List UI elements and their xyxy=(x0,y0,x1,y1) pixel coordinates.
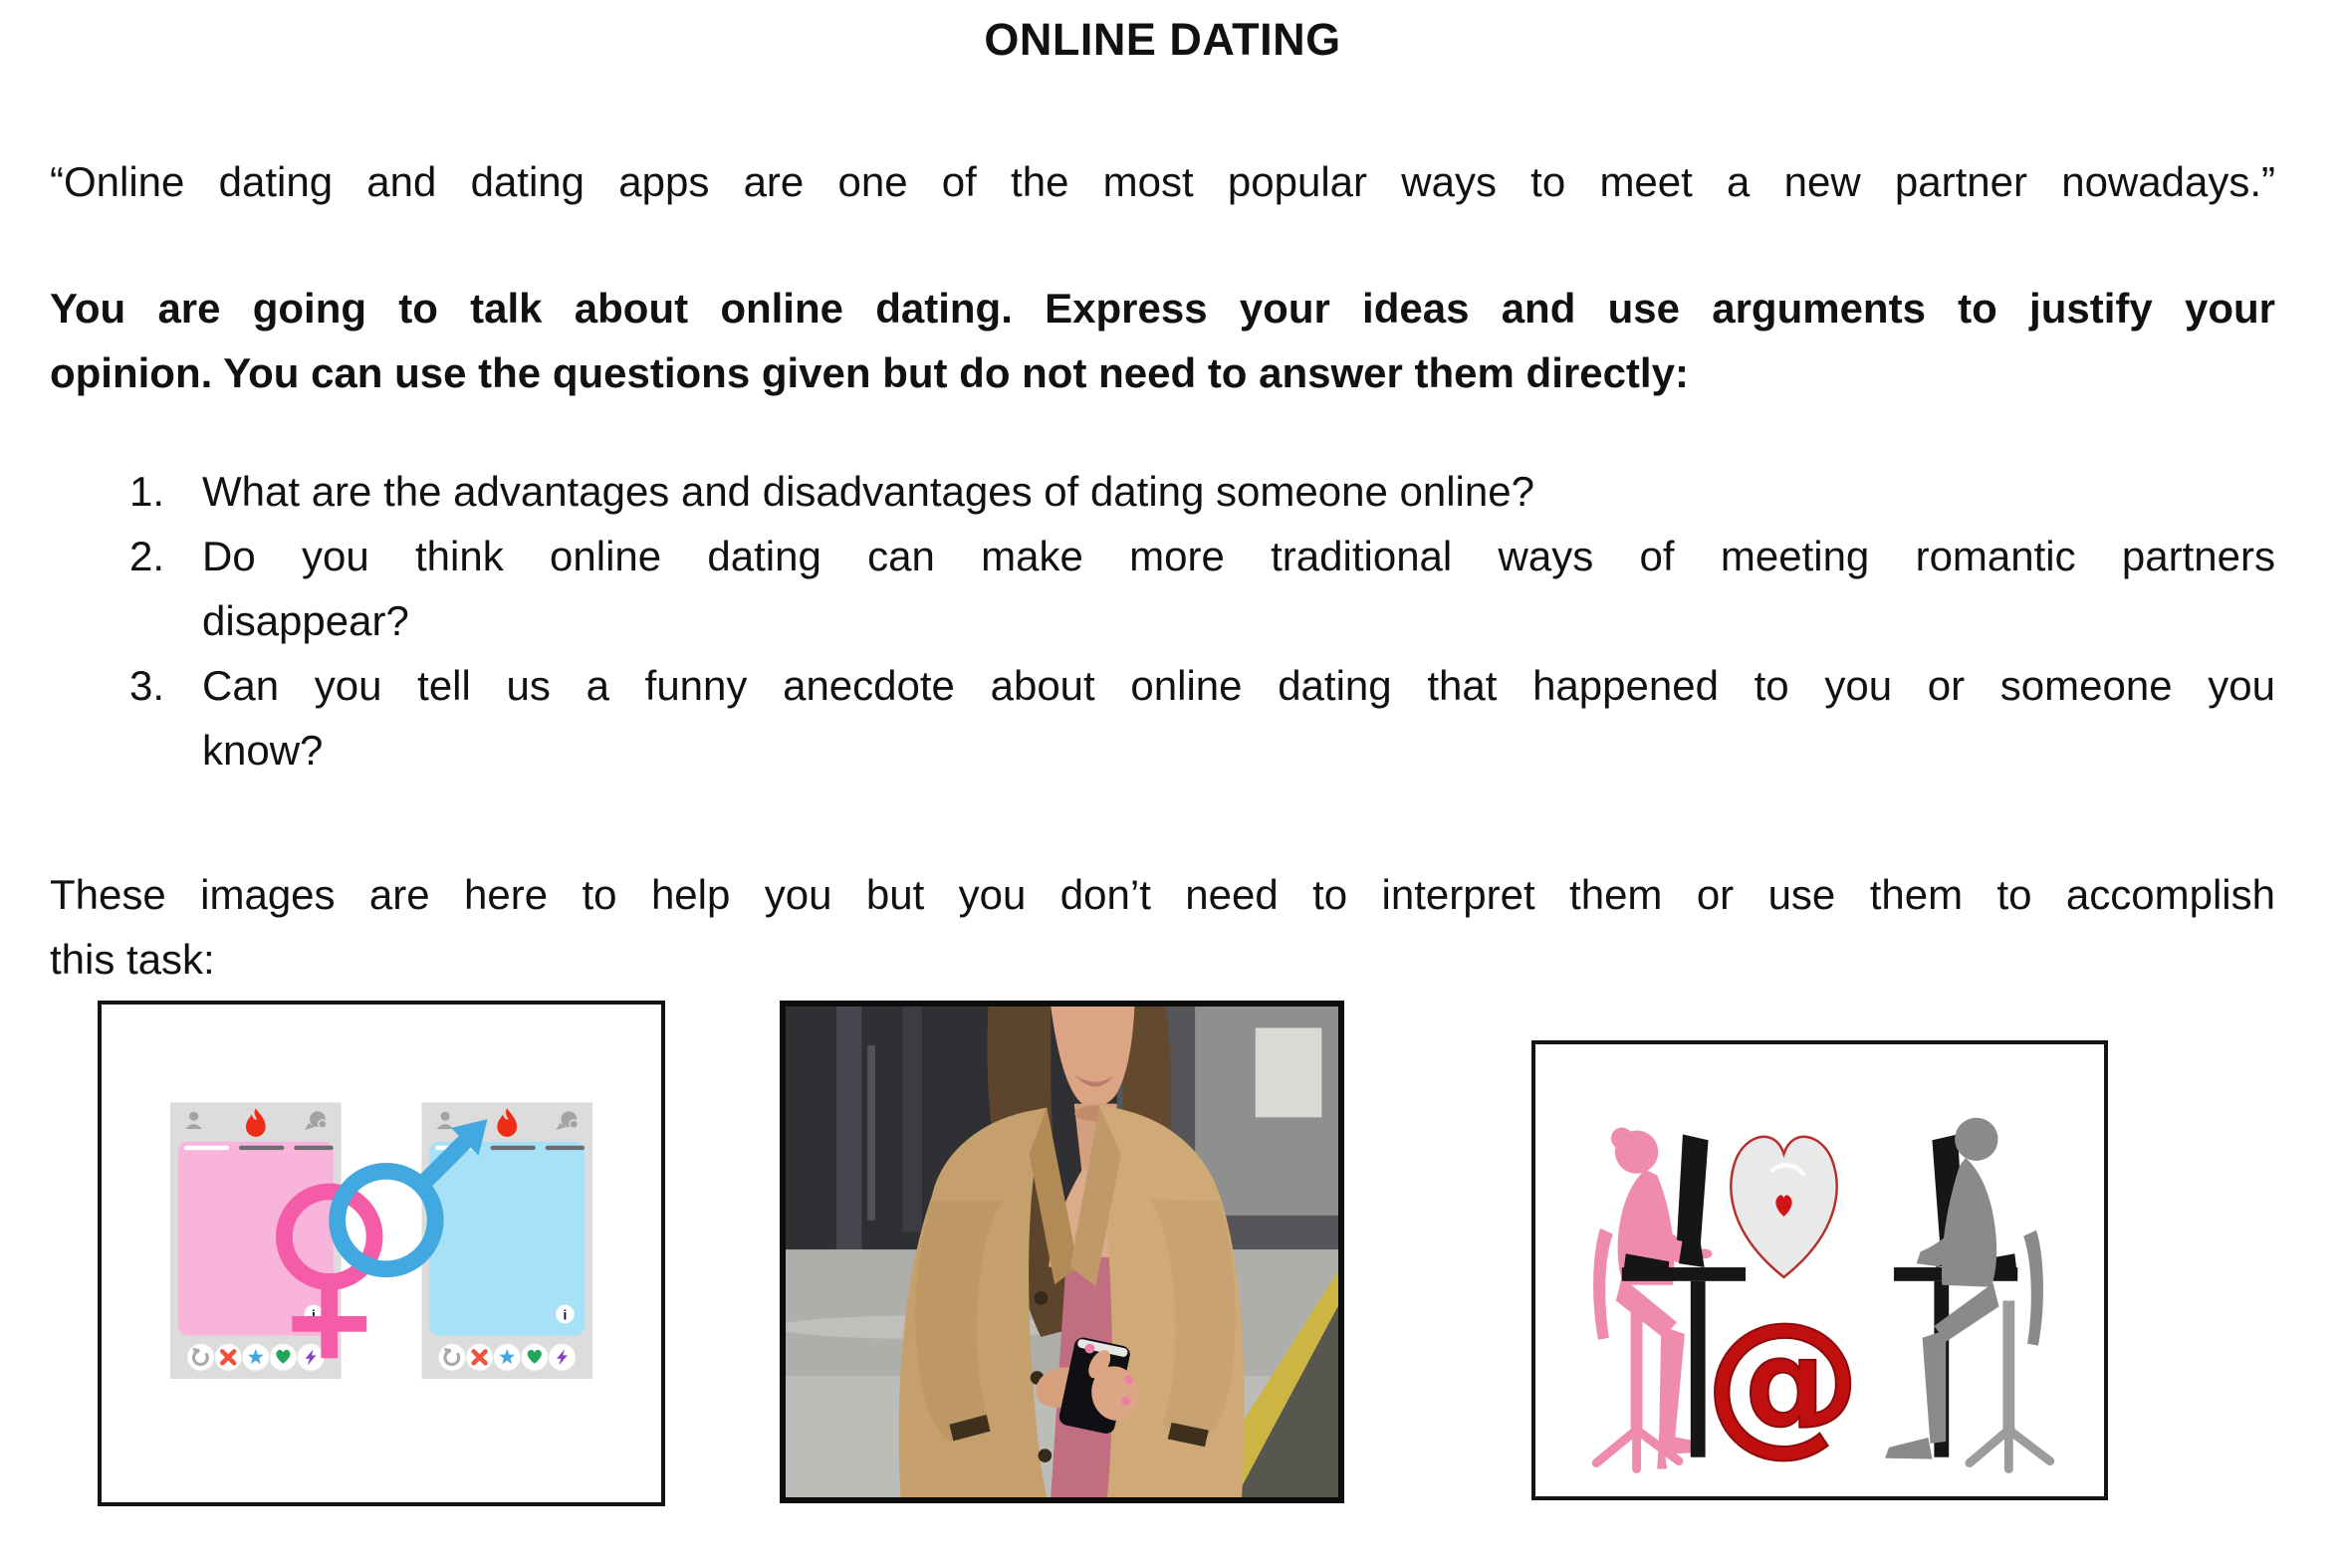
question-text: Do you think online dating can make more traditional ways of meeting romantic partners disappear? xyxy=(202,533,2275,644)
phone-left xyxy=(170,1102,342,1379)
question-item-2 xyxy=(129,524,2275,653)
woman-texting-photo xyxy=(780,1001,1344,1503)
instructions-line: You are going to talk about online dating. Express your ideas and use arguments to justify your xyxy=(50,285,2275,332)
dating-app-illustration xyxy=(102,1005,661,1502)
question-number: 1. xyxy=(129,468,165,515)
station-sign xyxy=(1256,1027,1322,1117)
question-item-1 xyxy=(129,459,2275,524)
phone-right xyxy=(421,1102,592,1379)
question-number: 3. xyxy=(129,662,165,709)
figure-row xyxy=(50,1001,2275,1506)
pink-nail xyxy=(1121,1397,1130,1406)
online-love-illustration xyxy=(1535,1044,2104,1496)
instructions-line: opinion. You can use the questions given but do not need to answer them directly: xyxy=(50,349,1689,396)
at-symbol: @ xyxy=(1704,1289,1862,1472)
coat-button xyxy=(1039,1449,1053,1462)
online-love-clipart xyxy=(1531,1040,2108,1500)
pink-nail xyxy=(1124,1375,1133,1384)
coat-button xyxy=(1035,1291,1049,1305)
pink-nail xyxy=(1085,1344,1095,1354)
question-text: What are the advantages and disadvantages of dating someone online? xyxy=(202,468,1534,515)
question-number: 2. xyxy=(129,533,165,579)
question-item-3 xyxy=(129,653,2275,783)
task-instructions xyxy=(50,276,2275,405)
question-text: Can you tell us a funny anecdote about online dating that happened to you or someone you know? xyxy=(202,662,2275,774)
quote-text: “Online dating and dating apps are one of the most popular ways to meet a new partner nowadays.” xyxy=(50,158,2275,205)
question-list xyxy=(129,459,2275,783)
page-title: ONLINE DATING xyxy=(984,14,1341,65)
woman-texting-illustration xyxy=(786,1007,1338,1497)
dating-app-figure xyxy=(98,1001,665,1506)
images-note: These images are here to help you but you don’t need to interpret them or use them to accomplish this task: xyxy=(50,871,2275,983)
